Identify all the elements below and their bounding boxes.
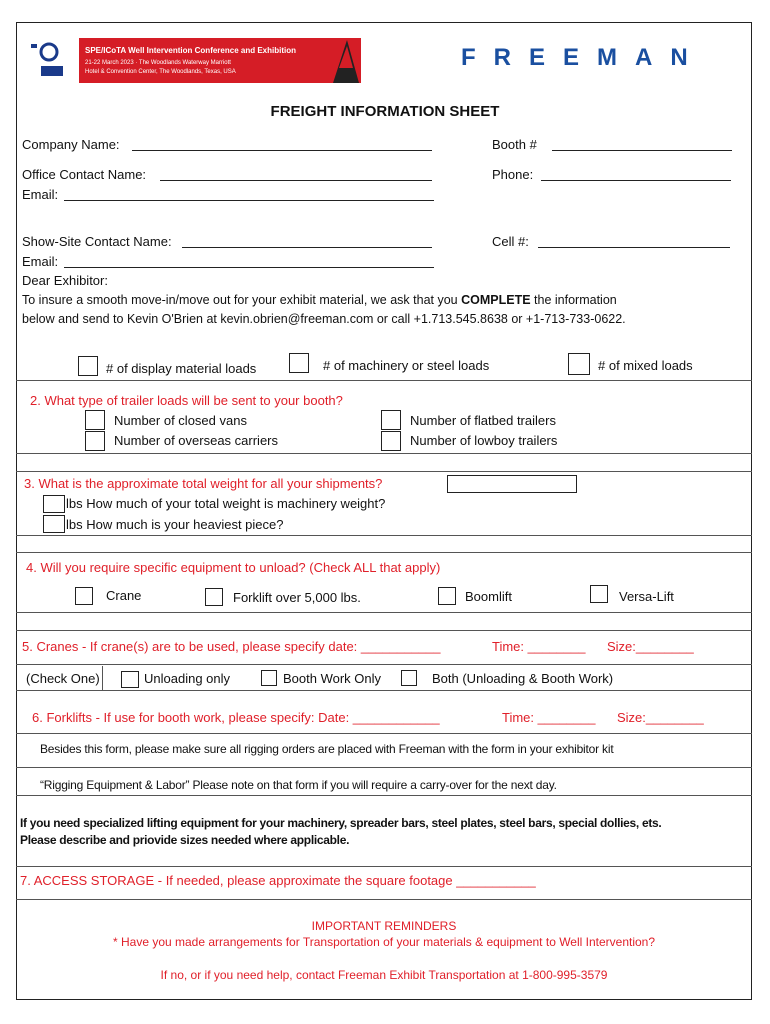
- lowboy-box[interactable]: [381, 431, 401, 451]
- booth-work-only-box[interactable]: [261, 670, 277, 686]
- display-loads-box[interactable]: [78, 356, 98, 376]
- oil-rig-image: [323, 38, 361, 83]
- heaviest-piece-box[interactable]: [43, 515, 65, 533]
- mixed-loads-box[interactable]: [568, 353, 590, 375]
- cell-label: Cell #:: [492, 234, 529, 249]
- q3-question: 3. What is the approximate total weight for all your shipments?: [24, 476, 383, 491]
- intro-line1-start: To insure a smooth move-in/move out for your exhibit material, we ask that you: [22, 293, 458, 307]
- office-contact-label: Office Contact Name:: [22, 167, 147, 182]
- boomlift-box[interactable]: [438, 587, 456, 605]
- versalift-box[interactable]: [590, 585, 608, 603]
- q6-size: Size:________: [617, 710, 704, 725]
- q5-time: Time: ________: [492, 639, 586, 654]
- office-contact-field[interactable]: [160, 180, 432, 181]
- flatbed-label: Number of flatbed trailers: [410, 413, 556, 428]
- page-title: FREIGHT INFORMATION SHEET: [270, 103, 500, 120]
- divider: [16, 866, 752, 867]
- unloading-only-box[interactable]: [121, 671, 139, 688]
- display-loads-label: # of display material loads: [106, 361, 257, 376]
- divider: [16, 453, 752, 454]
- overseas-box[interactable]: [85, 431, 105, 451]
- show-site-contact-label: Show-Site Contact Name:: [22, 234, 172, 249]
- email-label: Email:: [22, 187, 59, 202]
- q4-question: 4. Will you require specific equipment to unload? (Check ALL that apply): [26, 560, 441, 575]
- conference-banner: [27, 38, 361, 83]
- cell-field[interactable]: [538, 247, 730, 248]
- forklift-label: Forklift over 5,000 lbs.: [233, 590, 361, 605]
- machinery-loads-box[interactable]: [289, 353, 309, 373]
- email-field[interactable]: [64, 200, 434, 201]
- q6-time: Time: ________: [502, 710, 596, 725]
- divider: [16, 690, 752, 691]
- q2-question: 2. What type of trailer loads will be sent to your booth?: [30, 393, 343, 408]
- company-name-label: Company Name:: [22, 137, 120, 152]
- check-one-label: (Check One): [26, 671, 100, 686]
- divider: [16, 552, 752, 553]
- rigging-line1: Besides this form, please make sure all rigging orders are placed with Freeman with the form in your exhibitor kit: [40, 742, 614, 756]
- divider: [16, 471, 752, 472]
- divider: [16, 664, 752, 665]
- machinery-weight-box[interactable]: [43, 495, 65, 513]
- divider: [16, 380, 752, 381]
- booth-field[interactable]: [552, 150, 732, 151]
- show-site-contact-field[interactable]: [182, 247, 432, 248]
- divider: [16, 535, 752, 536]
- q7-question: 7. ACCESS STORAGE - If needed, please approximate the square footage ___________: [20, 873, 536, 888]
- intro-complete: COMPLETE: [461, 293, 531, 307]
- booth-work-only-label: Booth Work Only: [283, 671, 382, 686]
- lowboy-label: Number of lowboy trailers: [410, 433, 558, 448]
- heaviest-piece-label: lbs How much is your heaviest piece?: [66, 517, 284, 532]
- total-weight-field[interactable]: [447, 475, 577, 493]
- conference-venue: Hotel & Convention Center, The Woodlands, Texas, USA: [85, 69, 236, 75]
- flatbed-box[interactable]: [381, 410, 401, 430]
- crane-box[interactable]: [75, 587, 93, 605]
- both-box[interactable]: [401, 670, 417, 686]
- divider: [16, 795, 752, 796]
- mixed-loads-label: # of mixed loads: [598, 358, 693, 373]
- rigging-line2: “Rigging Equipment & Labor” Please note on that form if you will require a carry-over for the next day.: [40, 778, 557, 792]
- forklift-box[interactable]: [205, 588, 223, 606]
- divider: [16, 612, 752, 613]
- machinery-loads-label: # of machinery or steel loads: [323, 358, 490, 373]
- greeting: Dear Exhibitor:: [22, 273, 108, 288]
- special-line2: Please describe and priovide sizes needed where applicable.: [20, 833, 350, 847]
- conference-title: SPE/ICoTA Well Intervention Conference and Exhibition: [85, 46, 296, 55]
- phone-label: Phone:: [492, 167, 534, 182]
- closed-vans-label: Number of closed vans: [114, 413, 247, 428]
- intro-line2: below and send to Kevin O'Brien at kevin.obrien@freeman.com or call +1.713.545.8638 or +1-713-733-0622.: [22, 312, 626, 326]
- booth-label: Booth #: [492, 137, 537, 152]
- phone-field[interactable]: [541, 180, 731, 181]
- divider: [16, 733, 752, 734]
- divider: [102, 666, 103, 690]
- q5-size: Size:________: [607, 639, 694, 654]
- overseas-label: Number of overseas carriers: [114, 433, 278, 448]
- versalift-label: Versa-Lift: [619, 589, 674, 604]
- closed-vans-box[interactable]: [85, 410, 105, 430]
- q6-question: 6. Forklifts - If use for booth work, please specify: Date: ____________: [32, 710, 440, 725]
- crane-label: Crane: [106, 588, 142, 603]
- q5-question: 5. Cranes - If crane(s) are to be used, please specify date: ___________: [22, 639, 441, 654]
- special-line1: If you need specialized lifting equipment for your machinery, spreader bars, steel plates, steel bars, special dollies, ets.: [20, 816, 662, 830]
- intro-line1: [22, 292, 617, 308]
- company-name-field[interactable]: [132, 150, 432, 151]
- email2-label: Email:: [22, 254, 59, 269]
- reminders-line2: If no, or if you need help, contact Freeman Exhibit Transportation at 1-800-995-3579: [160, 968, 608, 982]
- email2-field[interactable]: [64, 267, 434, 268]
- unloading-only-label: Unloading only: [144, 671, 231, 686]
- machinery-weight-label: lbs How much of your total weight is machinery weight?: [66, 496, 386, 511]
- freeman-logo: FREEMAN: [461, 44, 706, 71]
- reminders-line1: * Have you made arrangements for Transportation of your materials & equipment to Well Intervention?: [112, 935, 656, 949]
- reminders-heading: IMPORTANT REMINDERS: [311, 919, 457, 933]
- divider: [16, 767, 752, 768]
- both-label: Both (Unloading & Booth Work): [432, 671, 614, 686]
- divider: [16, 899, 752, 900]
- icota-logo: [27, 38, 79, 83]
- intro-line1-end: the information: [534, 293, 617, 307]
- conference-dates: 21-22 March 2023 · The Woodlands Waterway Marriott: [85, 60, 231, 66]
- divider: [16, 630, 752, 631]
- boomlift-label: Boomlift: [465, 589, 512, 604]
